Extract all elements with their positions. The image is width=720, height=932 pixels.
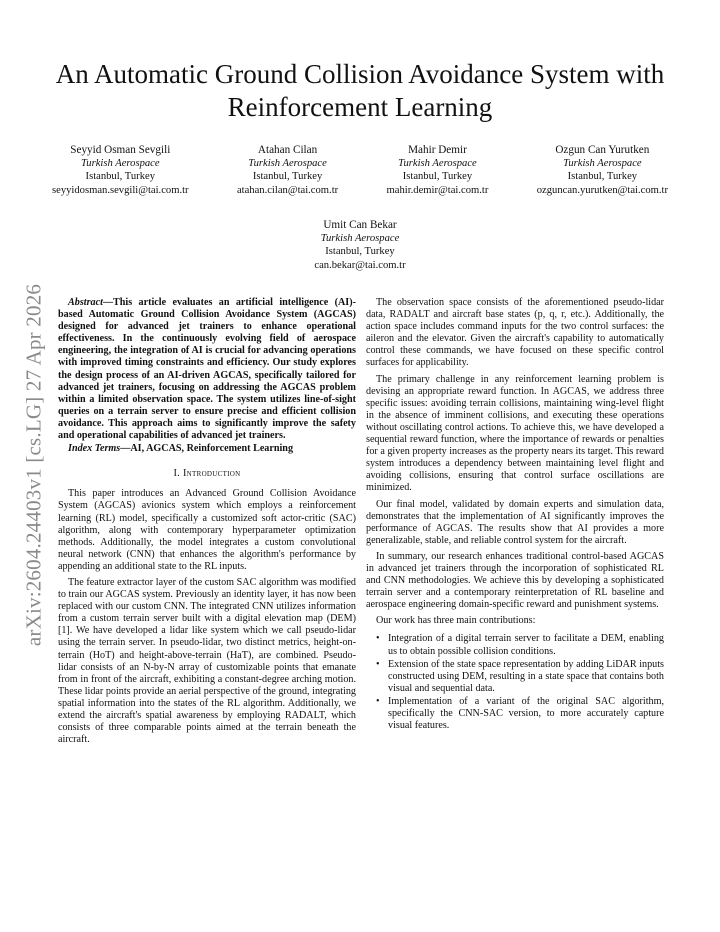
- author-email: can.bekar@tai.com.tr: [314, 259, 406, 271]
- abstract: [58, 297, 356, 442]
- list-item-text: Implementation of a variant of the original SAC algorithm, specifically the CNN-SAC version, to more accurately capture visual features.: [388, 695, 664, 732]
- author-name: Umit Can Bekar: [323, 219, 397, 231]
- list-item-text: Integration of a digital terrain server to facilitate a DEM, enabling us to obtain possible collision conditions.: [388, 633, 664, 657]
- author-affiliation: Turkish Aerospace: [248, 158, 327, 170]
- author-location: Istanbul, Turkey: [325, 246, 395, 258]
- list-item: [376, 633, 664, 657]
- body-paragraph: Our final model, validated by domain experts and simulation data, demonstrates that the implementation of AI significantly improves the performance of AGCAS. The results show that AI provides a more generalizable, stable, and reliable control system for the aircraft.: [366, 498, 664, 546]
- author-block: [387, 144, 489, 197]
- contribution-list: [366, 633, 664, 732]
- bullet-icon: •: [376, 633, 380, 645]
- author-list: [52, 144, 668, 197]
- author-location: Istanbul, Turkey: [567, 171, 638, 183]
- body-paragraph: The primary challenge in any reinforcement learning problem is devising an appropriate reward function. In AGCAS, we address three specific issues: avoiding terrain collisions, maintaining wing-level flight in the absence of imminent collisions, and executing these operations without oscillating control actions. To achieve this, we have developed a sequential reward function, where the importance of rewards or penalties for a given property increases as the property nears its target. This reward system introduces a dependency between maintaining level flight and avoiding collisions, ensuring that control surface oscillations are minimized.: [366, 373, 664, 494]
- arxiv-identifier-text: arXiv:2604.24403v1 [cs.LG] 27 Apr 2026: [21, 283, 46, 647]
- author-name: Ozgun Can Yurutken: [555, 144, 650, 156]
- list-item-text: Extension of the state space representation by adding LiDAR inputs constructed using DEM, resulting in a state space that contains both visual and sequential data.: [388, 658, 664, 694]
- bullet-icon: •: [376, 658, 380, 670]
- list-item: [376, 658, 664, 695]
- right-column: [366, 297, 664, 733]
- abstract-text: —This article evaluates an artificial intelligence (AI)-based Automatic Ground Collision Avoidance System (AGCAS) designed for advanced jet trainers to enhance operational effectiveness. In the continuously evolving field of aerospace engineering, the integration of AI is crucial for advancing operations with improved timing constraints and efficiency. Our study explores the design process of an AI-driven AGCAS, specifically tailored for advanced jet trainers, focusing on addressing the AGCAS problem within a limited observation space. The system utilizes line-of-sight queries on a terrain server to ensure precise and efficient collision avoidance. This approach aims to significantly improve the safety and operational capabilities of advanced jet trainers.: [58, 297, 356, 442]
- author-affiliation: Turkish Aerospace: [81, 158, 160, 170]
- section-title: Introduction: [182, 468, 241, 480]
- body-paragraph: This paper introduces an Advanced Ground Collision Avoidance System (AGCAS) avionics system which employs a reinforcement learning (RL) model, specifically a customized soft actor-critic (SAC) algorithm, along with contemporary hyperparameter optimization methods. Additionally, the model integrates a custom convolutional neural network (CNN) that enhances the algorithm's performance by appending an additional state to the RL inputs.: [58, 488, 356, 572]
- author-affiliation: Turkish Aerospace: [398, 158, 477, 170]
- left-column: [58, 297, 356, 746]
- index-terms-text: —AI, AGCAS, Reinforcement Learning: [120, 443, 294, 455]
- body-paragraph: Our work has three main contributions:: [376, 615, 536, 627]
- bullet-icon: •: [376, 695, 380, 707]
- author-block: [52, 144, 189, 197]
- author-name: Seyyid Osman Sevgili: [70, 144, 171, 156]
- list-item: [376, 695, 664, 732]
- author-block: [537, 144, 668, 197]
- author-email: seyyidosman.sevgili@tai.com.tr: [52, 184, 189, 196]
- author-location: Istanbul, Turkey: [252, 171, 323, 183]
- abstract-label: Abstract: [68, 297, 103, 308]
- section-heading: [58, 468, 356, 480]
- author-location: Istanbul, Turkey: [85, 171, 156, 183]
- body-paragraph: The feature extractor layer of the custom SAC algorithm was modified to train our AGCAS system. Previously an identity layer, it has now been replaced with our custom CNN. The integrated CNN utilizes information from a custom terrain server built with a digital elevation map (DEM) [1]. We have developed a lidar like system which we call pseudo-lidar using the terrain server. In pseudo-lidar, two distinct metrics, height-on-terrain (HoT) and height-above-terrain (HaT), are combined. Pseudo-lidar consists of an N-by-N array of customizable points that emanate from in front of the aircraft, exhibiting a constant-degree arching motion. These lidar points provide an aerial perspective of the ground, integrating spatial information into the states of the RL algorithm. Additionally, we extend the aircraft's spatial awareness by employing RADALT, which consists of three comparable points aimed at the terrain beneath the aircraft.: [58, 576, 356, 746]
- index-terms: [58, 443, 356, 455]
- author-name: Atahan Cilan: [257, 144, 318, 156]
- index-terms-label: Index Terms: [68, 443, 121, 455]
- author-email: mahir.demir@tai.com.tr: [386, 184, 489, 196]
- author-affiliation: Turkish Aerospace: [563, 158, 642, 170]
- author-affiliation: Turkish Aerospace: [320, 233, 400, 245]
- author-name: Mahir Demir: [408, 144, 467, 156]
- author-email: ozguncan.yurutken@tai.com.tr: [536, 184, 668, 196]
- author-email: atahan.cilan@tai.com.tr: [236, 184, 339, 196]
- author-block: [237, 144, 338, 197]
- author-location: Istanbul, Turkey: [402, 171, 473, 183]
- section-number: I.: [173, 468, 183, 480]
- paper-title: An Automatic Ground Collision Avoidance System with Reinforcement Learning: [55, 59, 665, 122]
- arxiv-identifier: [14, 255, 54, 675]
- body-paragraph: In summary, our research enhances traditional control-based AGCAS in advanced jet trainers through the incorporation of sophisticated RL and CNN methodologies. We achieve this by developing a sophisticated terrain server and a contemporary reinterpretation of RL baseline and aerospace engineering domain-specific reward and punishment systems.: [366, 550, 664, 611]
- body-paragraph: The observation space consists of the aforementioned pseudo-lidar data, RADALT and aircraft base states (p, q, r, etc.). Additionally, the action space includes command inputs for the two control surfaces: the aileron and the elevator. Given the aircraft's capability to automatically control these commands, we have focused on these specific control surfaces for applicability.: [366, 297, 664, 369]
- author-block: [260, 219, 460, 272]
